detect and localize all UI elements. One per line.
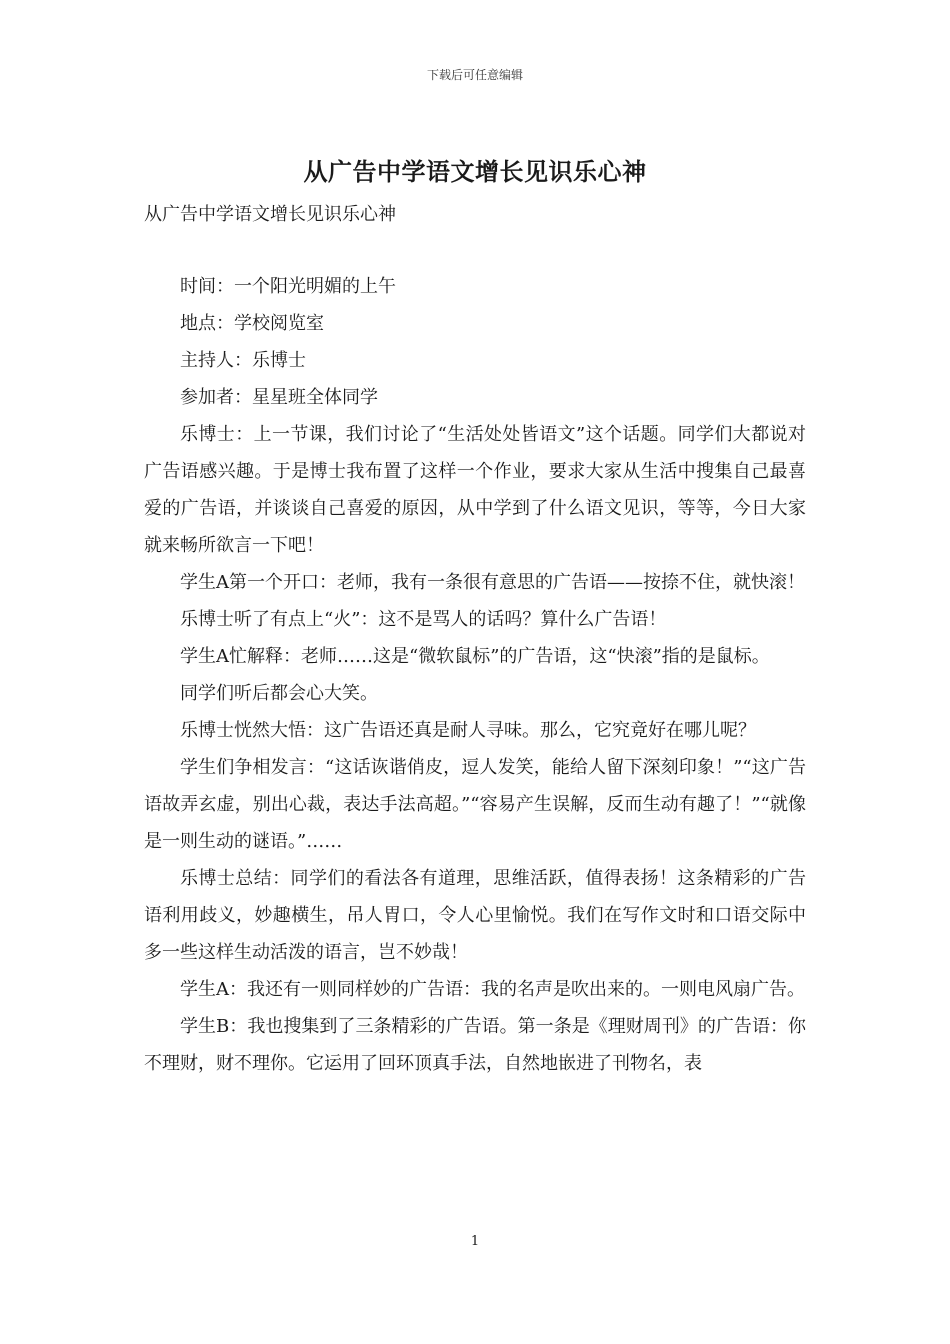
document-subtitle: 从广告中学语文增长见识乐心神	[144, 204, 396, 225]
paragraph-student-a-first: 学生A第一个开口：老师，我有一条很有意思的广告语——按捺不住，就快滚！	[180, 572, 805, 593]
paragraph-dr-le-realize: 乐博士恍然大悟：这广告语还真是耐人寻味。那么，它究竟好在哪儿呢？	[180, 720, 756, 741]
paragraph-students-discuss: 学生们争相发言：“这话诙谐俏皮，逗人发笑，能给人留下深刻印象！”“这广告语故弄玄虚，别出心裁，表达手法高超。”“容易产生误解，反而生动有趣了！”“就像是一则生动的谜语。”……	[144, 757, 806, 852]
header-note: 下载后可任意编辑	[426, 68, 523, 82]
page-number: 1	[470, 1234, 480, 1249]
paragraph-time: 时间：一个阳光明媚的上午	[180, 276, 396, 297]
paragraph-class-laugh: 同学们听后都会心大笑。	[180, 683, 378, 704]
paragraph-dr-le-reaction: 乐博士听了有点上“火”：这不是骂人的话吗？算什么广告语！	[180, 609, 667, 630]
paragraph-student-a-second: 学生A：我还有一则同样妙的广告语：我的名声是吹出来的。一则电风扇广告。	[180, 979, 805, 1000]
paragraph-dr-le-summary: 乐博士总结：同学们的看法各有道理，思维活跃，值得表扬！这条精彩的广告语利用歧义，妙趣横生，吊人胃口，令人心里愉悦。我们在写作文时和口语交际中多一些这样生动活泼的语言，岂不妙哉！	[144, 868, 806, 963]
paragraph-student-b: 学生B：我也搜集到了三条精彩的广告语。第一条是《理财周刊》的广告语：你不理财，财不理你。它运用了回环顶真手法，自然地嵌进了刊物名，表	[144, 1016, 806, 1074]
document-body	[144, 268, 806, 1082]
paragraph-intro: 乐博士：上一节课，我们讨论了“生活处处皆语文”这个话题。同学们大都说对广告语感兴趣。于是博士我布置了这样一个作业，要求大家从生活中搜集自己最喜爱的广告语，并谈谈自己喜爱的原因，从中学到了什么语文见识，等等，今日大家就来畅所欲言一下吧！	[144, 424, 806, 556]
document-title: 从广告中学语文增长见识乐心神	[303, 157, 647, 186]
paragraph-student-a-explain: 学生A忙解释：老师……这是“微软鼠标”的广告语，这“快滚”指的是鼠标。	[180, 646, 770, 667]
paragraph-participants: 参加者：星星班全体同学	[180, 387, 378, 408]
paragraph-host: 主持人：乐博士	[180, 350, 306, 371]
paragraph-location: 地点：学校阅览室	[180, 313, 324, 334]
